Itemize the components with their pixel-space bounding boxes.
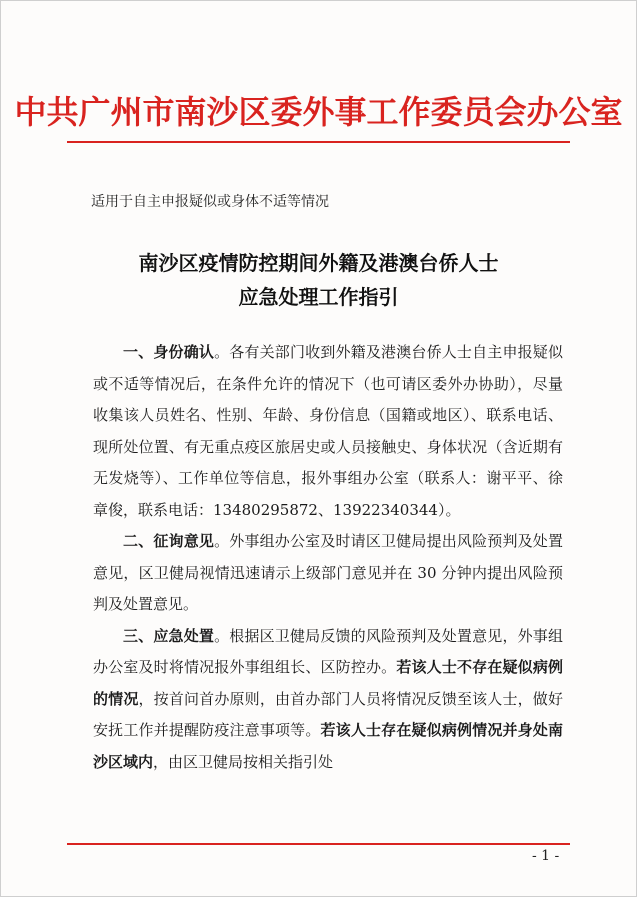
section-3-bold-b: 若该人士不存在疑似病例的情况 <box>93 658 563 708</box>
section-2-heading: 二、征询意见 <box>123 532 215 550</box>
section-3-heading: 三、应急处置 <box>123 626 215 645</box>
section-3-text-a: 。根据区卫健局反馈的风险预判及处置意见，外事组办公室及时将情况报外事组组长、区防控办。 <box>93 626 563 676</box>
page-number: - 1 - <box>532 848 560 864</box>
section-2-text: 。外事组办公室及时请区卫健局提出风险预判及处置意见，区卫健局视情迅速请示上级部门意见并在 30 分钟内提出风险预判及处置意见。 <box>93 532 563 613</box>
document-body <box>93 337 563 778</box>
document-title-line-2: 应急处理工作指引 <box>238 285 399 309</box>
section-3-text-c: ，按首问首办原则，由首办部门人员将情况反馈至该人士，做好安抚工作并提醒防疫注意事项等。 <box>93 689 563 739</box>
document-title-line-1: 南沙区疫情防控期间外籍及港澳台侨人士 <box>138 251 499 275</box>
header-red-rule <box>67 141 570 143</box>
applies-to-note: 适用于自主申报疑似或身体不适等情况 <box>91 194 329 210</box>
org-header-title: 中共广州市南沙区委外事工作委员会办公室 <box>14 93 623 131</box>
section-1-text: 。各有关部门收到外籍及港澳台侨人士自主申报疑似或不适等情况后，在条件允许的情况下（也可请区委外办协助），尽量收集该人员姓名、性别、年龄、身份信息（国籍或地区）、联系电话、现所处位置、有无重点疫区旅居史或人员接触史、身体状况（含近期有无发烧等）、工作单位等信息，报外事组办公室（联系人：谢平平、徐章俊，联系电话：13480295872、13922340344）。 <box>93 343 563 519</box>
section-3-bold-d: 若该人士存在疑似病例情况并身处南沙区域内 <box>93 721 563 771</box>
section-3-text-e: ，由区卫健局按相关指引处 <box>153 752 334 771</box>
footer-red-rule <box>67 843 570 845</box>
section-1-paragraph <box>93 337 563 526</box>
section-3-paragraph <box>93 621 563 779</box>
section-1-heading: 一、身份确认 <box>123 343 215 361</box>
section-2-paragraph <box>93 526 563 621</box>
